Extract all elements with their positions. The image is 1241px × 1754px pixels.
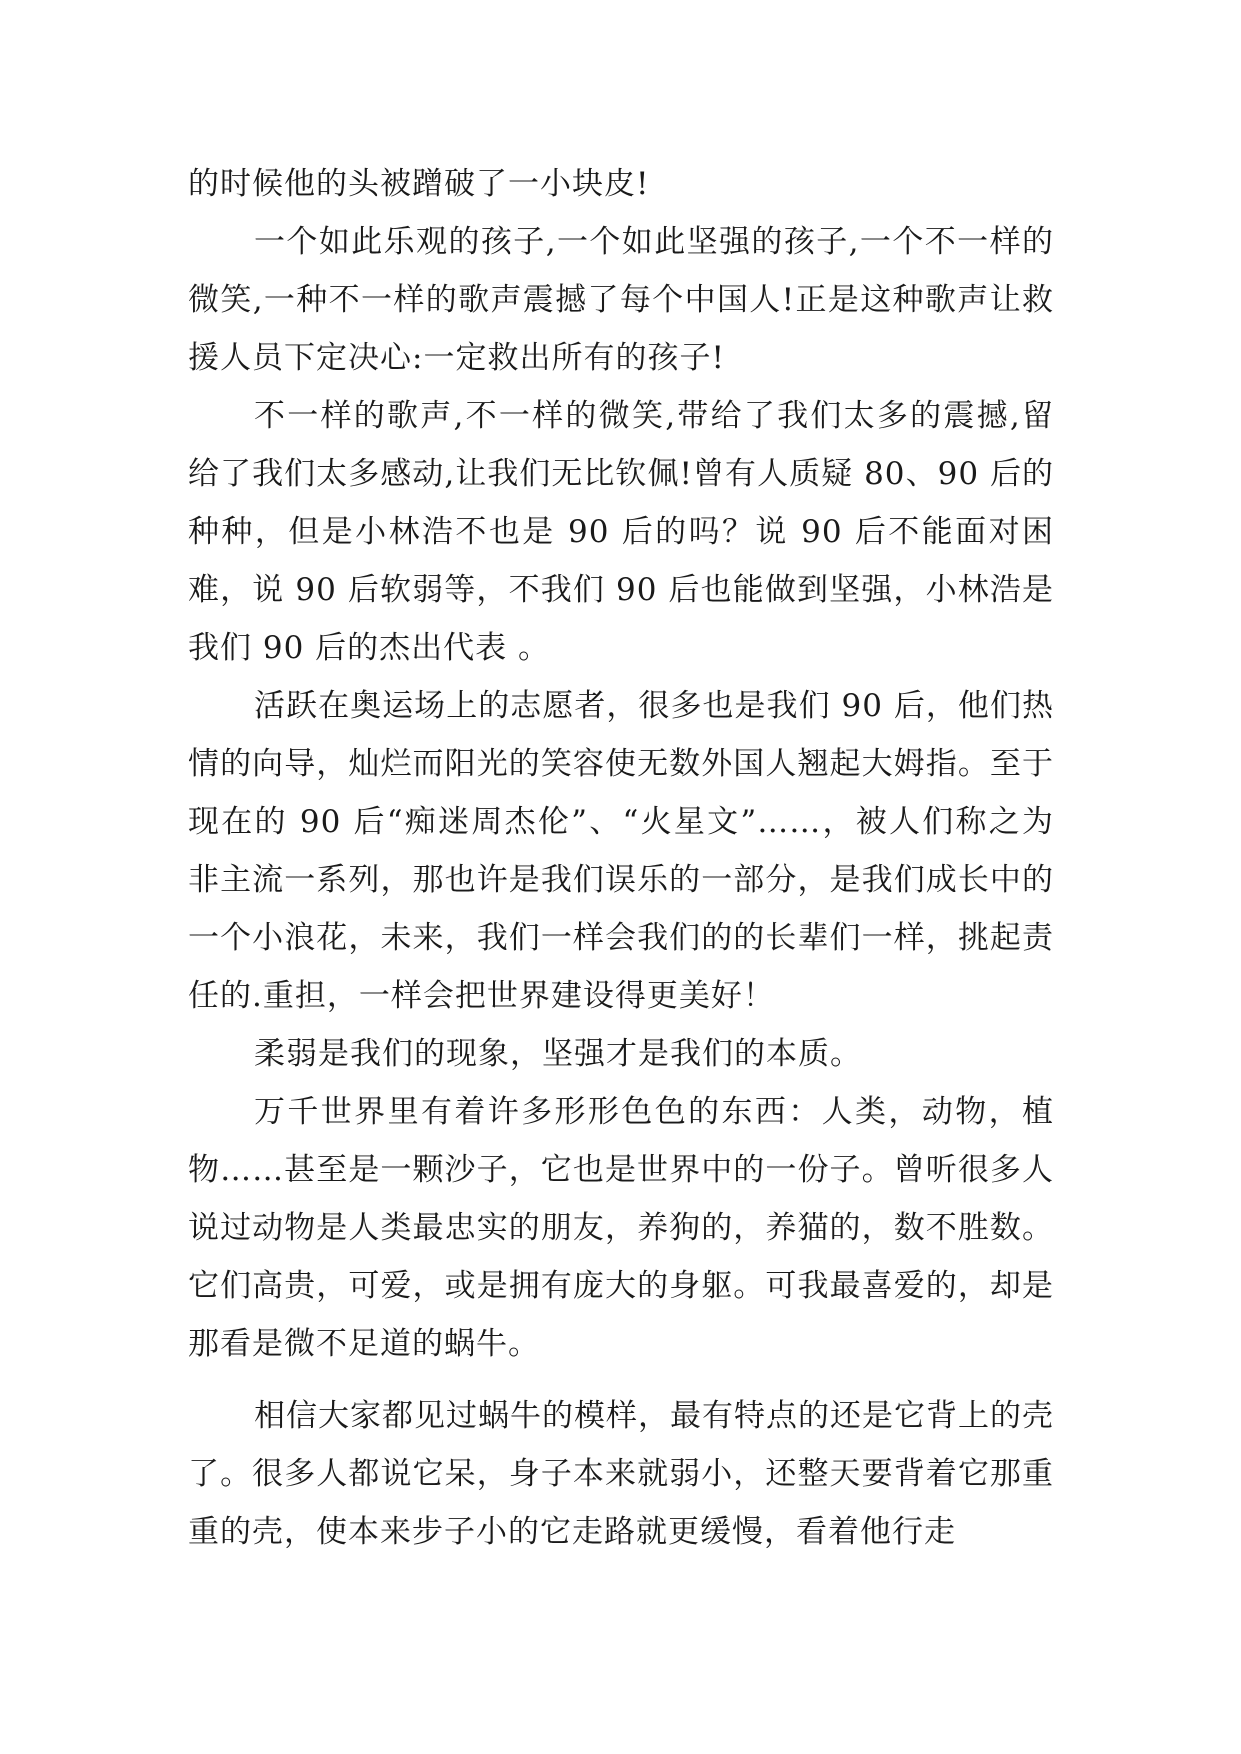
paragraph-1: 的时候他的头被蹭破了一小块皮! <box>188 166 650 202</box>
paragraph-4: 活跃在奥运场上的志愿者，很多也是我们 90 后，他们热情的向导，灿烂而阳光的笑容使无数外国人翘起大姆指。至于现在的 90 后“痴迷周杰伦”、“火星文”……，被人们称之为非主流一系列，那也许是我们误乐的一部分，是我们成长中的一个小浪花，未来，我们一样会我们的的长辈们一样，挑起责任的.重担，一样会把世界建设得更美好！ <box>188 688 1054 1014</box>
paragraph-2: 一个如此乐观的孩子,一个如此坚强的孩子,一个不一样的微笑,一种不一样的歌声震撼了每个中国人!正是这种歌声让救援人员下定决心:一定救出所有的孩子! <box>188 224 1054 376</box>
paragraph-5: 柔弱是我们的现象，坚强才是我们的本质。 <box>254 1036 862 1072</box>
paragraph-7: 相信大家都见过蜗牛的模样，最有特点的还是它背上的壳了。很多人都说它呆，身子本来就弱小，还整天要背着它那重重的壳，使本来步子小的它走路就更缓慢，看着他行走 <box>188 1398 1054 1550</box>
document-page <box>188 155 1054 1561</box>
paragraph-6: 万千世界里有着许多形形色色的东西：人类，动物，植物……甚至是一颗沙子，它也是世界中的一份子。曾听很多人说过动物是人类最忠实的朋友，养狗的，养猫的，数不胜数。它们高贵，可爱，或是拥有庞大的身躯。可我最喜爱的，却是那看是微不足道的蜗牛。 <box>188 1094 1054 1362</box>
paragraph-3: 不一样的歌声,不一样的微笑,带给了我们太多的震撼,留给了我们太多感动,让我们无比钦佩!曾有人质疑 80、90 后的种种，但是小林浩不也是 90 后的吗？说 90 后不能面对困难，说 90 后软弱等，不我们 90 后也能做到坚强，小林浩是我们 90 后的杰出代表 。 <box>188 398 1054 666</box>
